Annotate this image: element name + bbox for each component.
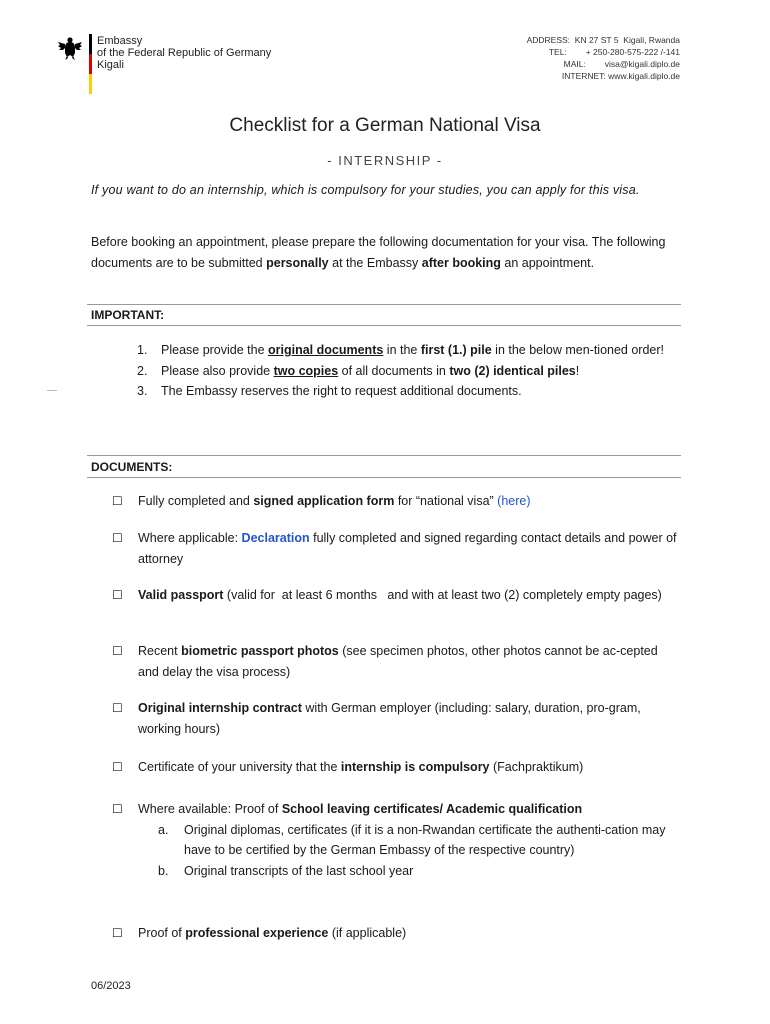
mail-label: MAIL: xyxy=(563,59,586,69)
document-item-passport: ☐ Valid passport (valid for at least 6 months and with at least two (2) completely empty pages) xyxy=(112,585,682,606)
checkbox-icon[interactable]: ☐ xyxy=(112,760,123,774)
sub-list-item: b. Original transcripts of the last school year xyxy=(158,863,414,878)
item-text: Please also provide two copies of all documents in two (2) identical piles! xyxy=(161,363,580,378)
contact-block xyxy=(480,34,680,82)
flag-black-stripe xyxy=(89,34,92,54)
embassy-line: of the Federal Republic of Germany xyxy=(97,47,272,59)
sub-list-item: a. Original diplomas, certificates (if it is a non-Rwandan certificate the authenti-cation may have to be certified by the German Embassy of the respective country) xyxy=(158,822,666,857)
prep-text-1: Before booking an appointment, please prepare the following documentation for your visa. The following documents are to be submitted xyxy=(91,235,666,270)
item-text: The Embassy reserves the right to request additional documents. xyxy=(161,384,522,398)
internet-label: INTERNET: xyxy=(561,71,606,81)
declaration-link[interactable]: Declaration xyxy=(238,531,310,545)
prep-bold-personally: personally xyxy=(266,255,329,270)
checkbox-icon[interactable]: ☐ xyxy=(112,588,123,602)
list-item xyxy=(137,340,677,361)
flag-gold-stripe xyxy=(89,74,92,94)
item-text: Please provide the original documents in the first (1.) pile in the below men-tioned order! xyxy=(161,343,665,357)
embassy-line: Embassy xyxy=(97,35,143,47)
sub-list xyxy=(138,820,682,882)
footer-date: 06/2023 xyxy=(91,980,131,992)
margin-mark xyxy=(47,390,57,391)
address-label: ADDRESS: xyxy=(526,35,571,45)
checkbox-icon[interactable]: ☐ xyxy=(112,644,123,658)
prep-text-3: an appointment. xyxy=(500,255,595,270)
application-form-link[interactable]: (here) xyxy=(497,494,531,508)
section-divider xyxy=(87,304,681,305)
page-subtitle: - INTERNSHIP - xyxy=(327,153,443,168)
checkbox-icon[interactable]: ☐ xyxy=(112,701,123,715)
tel-value: + 250-280-575-222 /-141 xyxy=(585,47,680,57)
embassy-name xyxy=(97,35,271,71)
address-value: KN 27 ST 5 Kigali, Rwanda xyxy=(574,35,680,45)
checkbox-icon[interactable]: ☐ xyxy=(112,802,123,816)
section-divider xyxy=(87,455,681,456)
document-item-internship-contract: ☐ Original internship contract with German employer (including: salary, duration, pro-gram, working hours) xyxy=(112,698,682,739)
mail-value[interactable]: visa@kigali.diplo.de xyxy=(604,59,680,69)
item-number: 1. xyxy=(137,343,148,357)
section-divider xyxy=(87,325,681,326)
federal-eagle-icon xyxy=(57,35,83,61)
documents-heading: DOCUMENTS: xyxy=(91,460,173,474)
embassy-line: Kigali xyxy=(97,59,124,71)
checkbox-icon[interactable]: ☐ xyxy=(112,926,123,940)
prep-text-2: at the Embassy xyxy=(328,255,422,270)
tel-label: TEL: xyxy=(548,47,567,57)
document-item-declaration: ☐ Where applicable: Declaration fully completed and signed regarding contact details and power of attorney xyxy=(112,528,682,569)
document-item-photos: ☐ Recent biometric passport photos (see specimen photos, other photos cannot be ac-cepted and delay the visa process) xyxy=(112,641,682,682)
prep-bold-after-booking: after booking xyxy=(421,255,501,270)
checkbox-icon[interactable]: ☐ xyxy=(112,531,123,545)
document-item-application-form: ☐ Fully completed and signed application form for “national visa” (here) xyxy=(112,491,682,512)
item-number: 3. xyxy=(137,384,148,398)
page-title: Checklist for a German National Visa xyxy=(229,115,541,136)
section-divider xyxy=(87,477,681,478)
german-flag-bar xyxy=(89,34,92,94)
flag-red-stripe xyxy=(89,54,92,74)
internet-value[interactable]: www.kigali.diplo.de xyxy=(608,71,680,81)
preparation-text xyxy=(91,232,681,273)
important-list xyxy=(137,340,677,402)
document-item-university-certificate: ☐ Certificate of your university that the internship is compulsory (Fachpraktikum) xyxy=(112,757,682,778)
important-heading: IMPORTANT: xyxy=(91,308,165,322)
item-number: 2. xyxy=(137,363,148,378)
intro-text: If you want to do an internship, which is compulsory for your studies, you can apply for this visa. xyxy=(91,183,640,197)
document-item-professional-experience: ☐ Proof of professional experience (if applicable) xyxy=(112,923,682,944)
list-item xyxy=(137,361,677,382)
checkbox-icon[interactable]: ☐ xyxy=(112,494,123,508)
document-item-school-certificates: ☐ Where available: Proof of School leaving certificates/ Academic qualification a. Original diplomas, certificates (if it is a non-Rwandan certificate the authenti-cation may have to be certified by the German Embassy of the respective country) b. Original transcripts of the last school year xyxy=(112,799,682,881)
list-item xyxy=(137,381,677,402)
